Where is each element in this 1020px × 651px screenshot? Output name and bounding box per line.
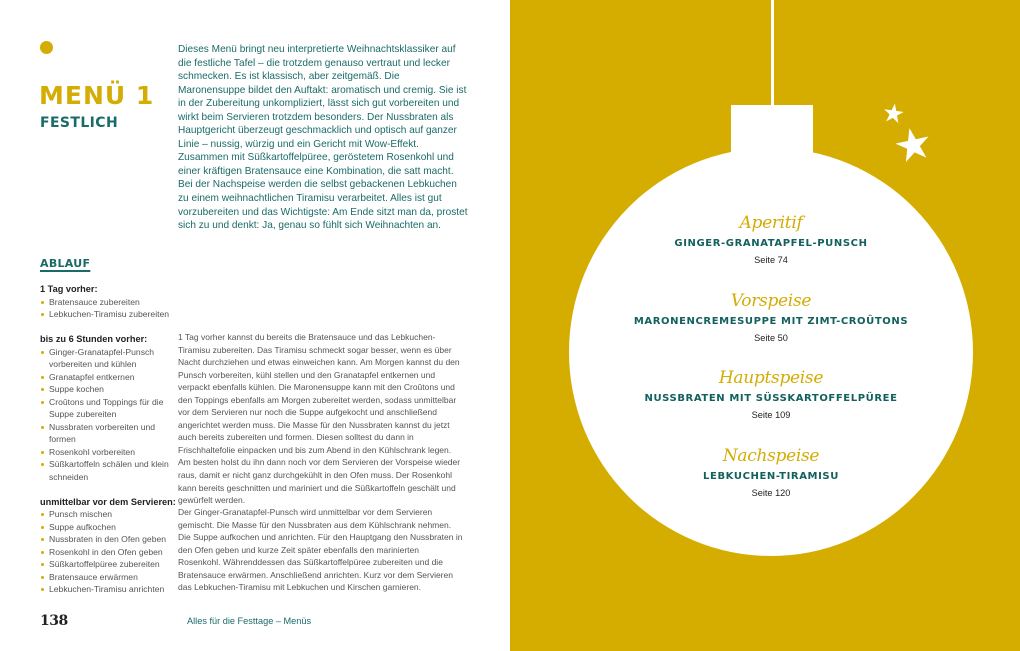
star-icon	[883, 103, 904, 124]
course-aperitif	[569, 212, 973, 290]
list-item: Rosenkohl in den Ofen geben	[40, 546, 180, 559]
list-item: Croûtons und Toppings für die Suppe zubereiten	[40, 396, 180, 421]
intro-paragraph	[178, 43, 468, 233]
list-item: Süßkartoffeln schälen und klein schneiden	[40, 458, 180, 483]
list-item: Nussbraten in den Ofen geben	[40, 533, 180, 546]
schedule-steps	[40, 283, 180, 608]
list-item: Suppe aufkochen	[40, 521, 180, 534]
list-item: Lebkuchen-Tiramisu zubereiten	[40, 308, 180, 321]
list-item: Nussbraten vorbereiten und formen	[40, 421, 180, 446]
course-dish: MARONENCREMESUPPE MIT ZIMT-CROÛTONS	[633, 315, 909, 327]
step-group-heading: 1 Tag vorher:	[40, 284, 98, 294]
body-paragraph-before-serving: Der Ginger-Granatapfel-Punsch wird unmittelbar vor dem Servieren gemischt. Die Masse für den Nussbraten aus dem Kühlschrank nehmen. Die Suppe aufkochen und anrichten. Für den Hauptgang den Nussbraten in den Ofen geben und kurze Zeit später ebenfalls den marinierten Rosenkohl. Währenddessen das Süßkartoffelpüree zubereiten und die Bratensauce erwärmen. Anschließend anrichten. Kurz vor dem Servieren das Lebkuchen-Tiramisu mit Lebkuchen und Kirschen garnieren.	[178, 507, 463, 593]
course-page-ref: Seite 50	[754, 332, 788, 343]
course-label: Hauptspeise	[718, 368, 824, 388]
course-dish: GINGER-GRANATAPFEL-PUNSCH	[674, 238, 868, 249]
step-group-heading: unmittelbar vor dem Servieren:	[40, 496, 176, 507]
list-item: Süßkartoffelpüree zubereiten	[40, 558, 180, 571]
menu-subtitle: FESTLICH	[40, 115, 119, 131]
list-item: Rosenkohl vorbereiten	[40, 446, 180, 459]
course-label: Vorspeise	[730, 290, 812, 311]
course-hauptspeise	[569, 367, 973, 445]
page-number: 138	[40, 613, 68, 629]
step-group-heading: bis zu 6 Stunden vorher:	[40, 334, 148, 344]
menu-courses	[569, 212, 973, 522]
list-item: Granatapfel entkernen	[40, 371, 180, 384]
step-group-6-hours-before	[40, 333, 180, 483]
course-label: Nachspeise	[722, 445, 820, 466]
ablauf-heading: ABLAUF	[40, 257, 91, 270]
step-list	[40, 508, 180, 596]
course-vorspeise	[569, 290, 973, 368]
course-dish: LEBKUCHEN-TIRAMISU	[703, 470, 839, 482]
course-page-ref: Seite 74	[754, 255, 788, 265]
course-nachspeise	[569, 445, 973, 523]
list-item: Bratensauce zubereiten	[40, 296, 180, 309]
step-group-before-serving	[40, 496, 180, 596]
gold-dot-ornament	[40, 41, 53, 54]
list-item: Ginger-Granatapfel-Punsch vorbereiten und kühlen	[40, 346, 180, 371]
step-list	[40, 296, 180, 321]
step-group-1-day-before	[40, 283, 180, 321]
menu-title: MENÜ 1	[39, 81, 155, 110]
step-list	[40, 346, 180, 484]
star-icon	[895, 127, 931, 163]
course-dish: NUSSBRATEN MIT SÜSSKARTOFFELPÜREE	[644, 393, 898, 404]
course-page-ref: Seite 120	[751, 487, 791, 498]
running-footer: Alles für die Festtage – Menüs	[187, 616, 312, 626]
body-paragraph-day-before: 1 Tag vorher kannst du bereits die Bratensauce und das Lebkuchen-Tiramisu zubereiten. Das Tiramisu schmeckt sogar besser, wenn es über Nacht durchziehen und etwas einweichen kann. Am Morgen kannst du den Punsch vorbereiten, kühl stellen und den Granatapfel entkernen und verpackt ebenfalls kühlen. Die Maronensuppe kann mit den Croûtons und den Toppings ebenfalls am Morgen zubereitet werden, sodass unmittelbar vor dem Servieren nur noch die Suppe aufgekocht und anschließend angerichtet werden muss. Die Masse für den Nussbraten kannst du jetzt auch bereits zubereiten und formen. Diesen solltest du dann in Frischhaltefolie einpacken und bis zum Abend in den Kühlschrank legen. Am besten holst du ihn dann noch vor dem Servieren der Vorspeise wieder raus, damit er nicht ganz durchgekühlt in den Ofen muss. Der Rosenkohl kann bereits geschnitten und mariniert und die Süßkartoffeln geschält und gewürfelt werden.	[178, 332, 461, 506]
list-item: Punsch mischen	[40, 508, 180, 521]
ornament-string	[771, 0, 774, 106]
course-page-ref: Seite 109	[751, 410, 791, 420]
right-page	[510, 0, 1020, 651]
course-label: Aperitif	[739, 213, 803, 233]
list-item: Lebkuchen-Tiramisu anrichten	[40, 583, 180, 596]
list-item: Bratensauce erwärmen	[40, 571, 180, 584]
list-item: Suppe kochen	[40, 383, 180, 396]
intro-text: Dieses Menü bringt neu interpretierte Weihnachtsklassiker auf die festliche Tafel – die trotzdem genauso vertraut und lecker schmecken. Es ist klassisch, aber zeitgemäß. Die Maronensuppe bildet den Auftakt: aromatisch und cremig. Sie ist in der Zubereitung unkompliziert, lässt sich gut vorbereiten und wirkt beim Servieren trotzdem besonders. Der Nussbraten als Hauptgericht überzeugt geschmacklich und optisch auf ganzer Linie – nussig, würzig und ein Gericht mit Wow-Effekt. Zusammen mit Süßkartoffelpüree, geröstetem Rosenkohl und einer kräftigen Bratensauce eine Kombination, die satt macht. Bei der Nachspeise werden die selbst gebackenen Lebkuchen zu einem weihnachtlichen Tiramisu verarbeitet. Alles ist gut vorzubereiten und das Wichtigste: Am Ende sitzt man da, prostet sich zu und denkt: Ja, genau so fühlt sich Weihnachten an.	[178, 44, 468, 232]
